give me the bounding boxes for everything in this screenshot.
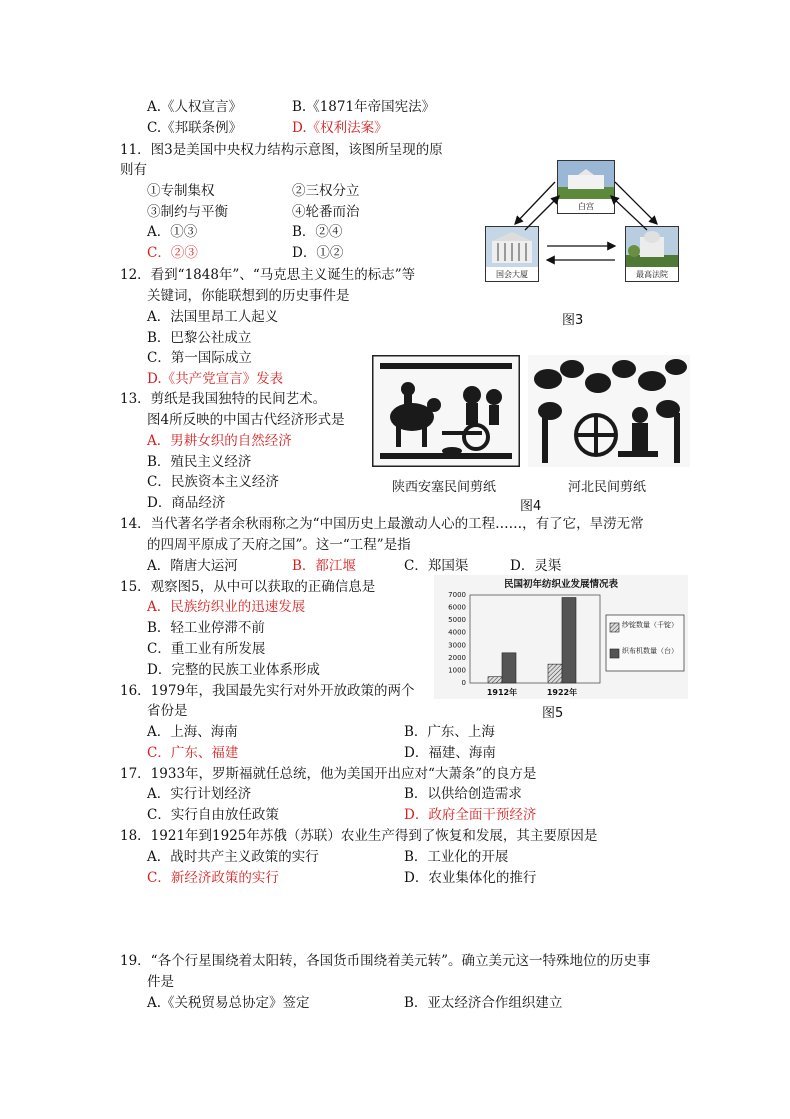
q10-option-a: A.《人权宣言》 xyxy=(147,99,243,115)
legend-swatch-looms xyxy=(610,649,619,658)
figure-3-arrows xyxy=(475,160,695,285)
xtick-1912: 1912年 xyxy=(486,688,518,697)
q15-option-c: C．重工业有所发展 xyxy=(147,641,266,657)
q15-option-b: B．轻工业停滞不前 xyxy=(147,620,265,636)
papercut-weaving-icon xyxy=(528,355,690,467)
q18-option-b: B．工业化的开展 xyxy=(404,849,509,865)
q12-option-a: A．法国里昂工人起义 xyxy=(147,309,279,325)
q12-option-d-answer: D.《共产党宣言》发表 xyxy=(147,371,284,387)
ytick-5000: 5000 xyxy=(448,616,466,625)
q19-stem-line2: 件是 xyxy=(147,974,174,990)
q19-option-b: B．亚太经济合作组织建立 xyxy=(404,995,563,1011)
legend-swatch-spindles xyxy=(610,623,619,632)
q13-stem-line2: 图4所反映的中国古代经济形式是 xyxy=(147,412,345,428)
figure-5-caption: 图5 xyxy=(542,706,564,721)
q14-option-a: A．隋唐大运河 xyxy=(147,558,238,574)
figure-3-caption: 图3 xyxy=(562,313,584,328)
bar-spindles-1912年 xyxy=(488,677,502,683)
xtick-1922: 1922年 xyxy=(546,688,578,697)
q11-item-2: ②三权分立 xyxy=(292,183,360,199)
figure-4-left-caption: 陕西安塞民间剪纸 xyxy=(392,480,497,495)
papercut-farming-icon xyxy=(372,355,520,467)
congress-label: 国会大厦 xyxy=(496,270,528,279)
q11-item-4: ④轮番而治 xyxy=(292,204,360,220)
chart-title: 民国初年纺织业发展情况表 xyxy=(503,579,619,590)
ytick-4000: 4000 xyxy=(448,628,466,637)
q16-option-d: D．福建、海南 xyxy=(404,745,496,761)
q11-option-d: D．①② xyxy=(292,245,344,261)
q11-option-c-answer: C．②③ xyxy=(147,245,198,261)
q16-option-b: B．广东、上海 xyxy=(404,724,495,740)
q18-option-a: A．战时共产主义政策的实行 xyxy=(147,849,319,865)
q17-option-c: C．实行自由放任政策 xyxy=(147,807,279,823)
ytick-2000: 2000 xyxy=(448,653,466,662)
q12-option-c: C．第一国际成立 xyxy=(147,350,252,366)
figure-3-power-structure xyxy=(475,160,695,285)
q11-item-3: ③制约与平衡 xyxy=(147,204,228,220)
bar-looms-1922年 xyxy=(562,598,576,683)
q18-stem: 18．1921年到1925年苏俄（苏联）农业生产得到了恢复和发展，其主要原因是 xyxy=(120,828,598,844)
q11-stem-line2: 则有 xyxy=(120,162,147,178)
bar-looms-1912年 xyxy=(502,653,516,683)
white-house-label: 白宫 xyxy=(578,202,594,211)
q14-option-c: C．郑国渠 xyxy=(404,558,469,574)
ytick-1000: 1000 xyxy=(448,666,466,675)
q10-option-c: C.《邦联条例》 xyxy=(147,120,243,136)
court-label: 最高法院 xyxy=(636,270,668,279)
q13-option-b: B．殖民主义经济 xyxy=(147,454,252,470)
q13-stem-line1: 13．剪纸是我国独特的民间艺术。 xyxy=(120,391,327,407)
q11-option-a: A．①③ xyxy=(147,224,198,240)
q13-option-c: C．民族资本主义经济 xyxy=(147,474,279,490)
q19-option-a: A.《关税贸易总协定》签定 xyxy=(147,995,310,1011)
ytick-3000: 3000 xyxy=(448,641,466,650)
q16-option-a: A．上海、海南 xyxy=(147,724,238,740)
q14-option-b-answer: B．都江堰 xyxy=(292,558,356,574)
q18-option-d: D．农业集体化的推行 xyxy=(404,870,537,886)
q18-option-c-answer: C．新经济政策的实行 xyxy=(147,870,279,886)
legend-label-spindles: 纱锭数量（千锭） xyxy=(622,621,678,629)
q12-stem-line1: 12．看到“1848年”、“马克思主义诞生的标志”等 xyxy=(120,267,416,283)
q14-stem-line1: 14．当代著名学者余秋雨称之为“中国历史上最激动人心的工程……，有了它，旱涝无常 xyxy=(120,516,644,532)
q11-item-1: ①专制集权 xyxy=(147,183,215,199)
q17-option-b: B．以供给创造需求 xyxy=(404,786,522,802)
q10-option-d-answer: D.《权利法案》 xyxy=(292,120,388,136)
q17-option-a: A．实行计划经济 xyxy=(147,786,252,802)
papercut-hebei-image xyxy=(528,355,690,467)
ytick-0: 0 xyxy=(461,679,466,687)
q13-option-a-answer: A．男耕女织的自然经济 xyxy=(147,433,292,449)
q10-option-b: B.《1871年帝国宪法》 xyxy=(292,99,436,115)
q12-option-b: B．巴黎公社成立 xyxy=(147,330,252,346)
ytick-6000: 6000 xyxy=(448,603,466,612)
q12-stem-line2: 关键词，你能联想到的历史事件是 xyxy=(147,288,350,304)
q14-stem-line2: 的四周平原成了天府之国”。这一“工程”是指 xyxy=(147,537,411,553)
q15-option-d: D．完整的民族工业体系形成 xyxy=(147,662,320,678)
q19-stem-line1: 19．“各个行星围绕着太阳转，各国货币围绕着美元转”。确立美元这一特殊地位的历史事 xyxy=(120,953,651,969)
chart-plot-frame xyxy=(470,595,600,683)
figure-4-caption: 图4 xyxy=(520,499,542,514)
q17-stem: 17．1933年，罗斯福就任总统，他为美国开出应对“大萧条”的良方是 xyxy=(120,766,537,782)
q16-stem-line1: 16．1979年，我国最先实行对外开放政策的两个 xyxy=(120,683,415,699)
q11-stem-line1: 11．图3是美国中央权力结构示意图，该图所呈现的原 xyxy=(120,142,443,158)
figure-5-chart xyxy=(434,575,688,699)
bar-spindles-1922年 xyxy=(548,664,562,683)
q15-option-a-answer: A．民族纺织业的迅速发展 xyxy=(147,599,306,615)
q13-option-d: D．商品经济 xyxy=(147,495,226,511)
textile-bar-chart xyxy=(434,575,688,699)
legend-label-looms: 织布机数量（台） xyxy=(622,647,678,655)
q15-stem: 15．观察图5，从中可以获取的正确信息是 xyxy=(120,579,376,595)
ytick-7000: 7000 xyxy=(448,591,466,599)
papercut-shaanxi-image xyxy=(372,355,520,467)
q17-option-d-answer: D．政府全面干预经济 xyxy=(404,807,537,823)
q16-option-c-answer: C．广东、福建 xyxy=(147,745,239,761)
figure-4-right-caption: 河北民间剪纸 xyxy=(568,480,647,495)
q11-option-b: B．②④ xyxy=(292,224,343,240)
q14-option-d: D．灵渠 xyxy=(510,558,562,574)
q16-stem-line2: 省份是 xyxy=(147,703,188,719)
